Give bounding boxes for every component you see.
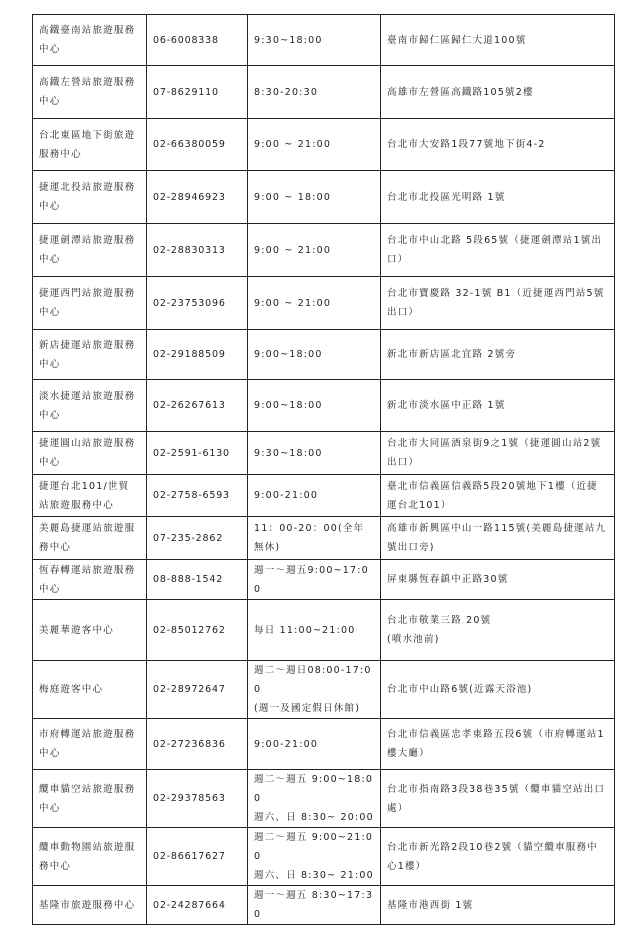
phone-cell-line: 07-8629110	[153, 86, 219, 98]
hours-cell-line: 9:00 ~ 21:00	[254, 139, 332, 150]
center-name-cell	[33, 432, 147, 475]
address-cell-line: (噴水池前)	[387, 634, 440, 645]
document-page	[32, 14, 614, 925]
address-cell	[381, 770, 615, 828]
hours-cell	[248, 119, 381, 171]
center-name-cell-line: 捷運台北101/世貿站旅遊服務中心	[39, 480, 130, 511]
address-cell	[381, 661, 615, 719]
address-cell	[381, 277, 615, 330]
phone-cell	[147, 886, 248, 925]
table-row	[33, 66, 615, 119]
phone-cell	[147, 15, 248, 66]
center-name-cell-line: 捷運劍潭站旅遊服務中心	[39, 235, 136, 265]
phone-cell	[147, 277, 248, 330]
address-cell-line: 台北市寶慶路 32-1號 B1（近捷運西門站5號出口）	[387, 288, 605, 318]
hours-cell-line: 週二～週日08:00-17:00	[254, 665, 372, 695]
phone-cell	[147, 661, 248, 719]
phone-cell-line: 02-86617627	[153, 851, 226, 862]
address-cell	[381, 600, 615, 661]
center-name-cell	[33, 560, 147, 600]
address-cell-line: 台北市信義區忠孝東路五段6號（市府轉運站1樓大廳）	[387, 729, 605, 759]
table-row	[33, 380, 615, 432]
hours-cell-line: 9:30~18:00	[254, 447, 323, 459]
table-row	[33, 600, 615, 661]
address-cell	[381, 886, 615, 925]
center-name-cell-line: 纜車動物園站旅遊服務中心	[39, 841, 136, 872]
hours-cell	[248, 828, 381, 886]
center-name-cell-line: 高鐵臺南站旅遊服務中心	[39, 25, 136, 55]
phone-cell	[147, 770, 248, 828]
phone-cell-line: 08-888-1542	[153, 574, 224, 585]
address-cell-line: 台北市新光路2段10巷2號（貓空纜車服務中心1樓）	[387, 841, 598, 872]
center-name-cell	[33, 661, 147, 719]
phone-cell-line: 02-29378563	[153, 793, 226, 804]
center-name-cell	[33, 600, 147, 661]
hours-cell	[248, 661, 381, 719]
address-cell	[381, 330, 615, 380]
hours-cell-line: 9:00~18:00	[254, 400, 323, 411]
phone-cell	[147, 66, 248, 119]
hours-cell-line: 9:30~18:00	[254, 34, 323, 46]
phone-cell	[147, 380, 248, 432]
hours-cell-line: 每日 11:00~21:00	[254, 624, 356, 636]
hours-cell	[248, 517, 381, 560]
center-name-cell-line: 梅庭遊客中心	[39, 684, 104, 695]
hours-cell-line: 9:00 ~ 18:00	[254, 191, 332, 203]
table-row	[33, 277, 615, 330]
table-row	[33, 171, 615, 224]
center-name-cell-line: 淡水捷運站旅遊服務中心	[39, 390, 136, 421]
center-name-cell	[33, 224, 147, 277]
address-cell	[381, 432, 615, 475]
phone-cell	[147, 600, 248, 661]
hours-cell	[248, 886, 381, 925]
hours-cell	[248, 600, 381, 661]
phone-cell-line: 02-28946923	[153, 191, 226, 203]
hours-cell-line: 9:00~18:00	[254, 349, 323, 360]
hours-cell	[248, 560, 381, 600]
table-row	[33, 330, 615, 380]
phone-cell-line: 02-27236836	[153, 738, 226, 750]
hours-cell	[248, 475, 381, 517]
table-row	[33, 770, 615, 828]
phone-cell-line: 07-235-2862	[153, 532, 224, 544]
center-name-cell-line: 基隆市旅遊服務中心	[39, 899, 136, 911]
hours-cell	[248, 277, 381, 330]
address-cell-line: 台北市指南路3段38巷35號（纜車貓空站出口處）	[387, 783, 606, 814]
phone-cell	[147, 828, 248, 886]
center-name-cell	[33, 828, 147, 886]
address-cell-line: 台北市中山北路 5段65號（捷運劍潭站1號出口）	[387, 235, 603, 265]
center-name-cell-line: 美麗島捷運站旅遊服務中心	[39, 523, 136, 553]
address-cell-line: 台北市中山路6號(近露天浴池)	[387, 684, 533, 695]
phone-cell-line: 06-6008338	[153, 34, 219, 46]
center-name-cell	[33, 330, 147, 380]
hours-cell	[248, 432, 381, 475]
address-cell-line: 高雄市左營區高鐵路105號2樓	[387, 86, 534, 98]
address-cell	[381, 119, 615, 171]
phone-cell	[147, 224, 248, 277]
hours-cell-line: 9:00-21:00	[254, 490, 319, 501]
center-name-cell	[33, 475, 147, 517]
center-name-cell-line: 美麗華遊客中心	[39, 624, 114, 636]
address-cell-line: 台北市敬業三路 20號	[387, 615, 492, 626]
table-row	[33, 719, 615, 770]
address-cell	[381, 15, 615, 66]
center-name-cell	[33, 277, 147, 330]
hours-cell	[248, 719, 381, 770]
table-row	[33, 119, 615, 171]
phone-cell	[147, 171, 248, 224]
address-cell-line: 新北市淡水區中正路 1號	[387, 400, 506, 411]
phone-cell-line: 02-28972647	[153, 684, 226, 695]
table-row	[33, 828, 615, 886]
phone-cell	[147, 432, 248, 475]
center-name-cell-line: 恆春轉運站旅遊服務中心	[39, 564, 136, 595]
center-name-cell	[33, 171, 147, 224]
hours-cell-line: 11：00-20：00(全年無休)	[254, 523, 365, 553]
phone-cell-line: 02-85012762	[153, 624, 226, 636]
hours-cell-line: 週二～週五 9:00~21:00	[254, 832, 374, 862]
phone-cell-line: 02-2758-6593	[153, 490, 230, 501]
address-cell-line: 台北市大安路1段77號地下街4-2	[387, 139, 546, 150]
address-cell	[381, 828, 615, 886]
address-cell	[381, 224, 615, 277]
center-name-cell	[33, 66, 147, 119]
hours-cell	[248, 380, 381, 432]
center-name-cell-line: 捷運北投站旅遊服務中心	[39, 182, 136, 212]
address-cell-line: 臺南市歸仁區歸仁大道100號	[387, 34, 527, 46]
hours-cell	[248, 66, 381, 119]
table-body	[33, 15, 615, 925]
center-name-cell	[33, 119, 147, 171]
hours-cell-line: 週一～週五 8:30~17:30	[254, 890, 374, 920]
phone-cell	[147, 560, 248, 600]
address-cell	[381, 517, 615, 560]
center-name-cell	[33, 517, 147, 560]
hours-cell-line: 週一～週五9:00~17:00	[254, 564, 369, 595]
center-name-cell-line: 台北東區地下街旅遊服務中心	[39, 129, 136, 160]
table-row	[33, 560, 615, 600]
hours-cell-line: (週一及國定假日休館)	[254, 703, 361, 714]
table-row	[33, 15, 615, 66]
address-cell	[381, 560, 615, 600]
hours-cell	[248, 171, 381, 224]
phone-cell	[147, 517, 248, 560]
phone-cell	[147, 119, 248, 171]
hours-cell	[248, 330, 381, 380]
hours-cell	[248, 770, 381, 828]
center-name-cell-line: 捷運圓山站旅遊服務中心	[39, 438, 136, 468]
table-row	[33, 661, 615, 719]
phone-cell-line: 02-66380059	[153, 139, 226, 150]
hours-cell-line: 9:00 ~ 21:00	[254, 244, 332, 256]
address-cell-line: 新北市新店區北宜路 2號旁	[387, 349, 517, 360]
phone-cell-line: 02-29188509	[153, 349, 226, 360]
center-name-cell	[33, 380, 147, 432]
center-name-cell-line: 市府轉運站旅遊服務中心	[39, 729, 136, 759]
phone-cell-line: 02-23753096	[153, 297, 226, 309]
address-cell	[381, 171, 615, 224]
phone-cell	[147, 475, 248, 517]
phone-cell-line: 02-2591-6130	[153, 447, 230, 459]
table-row	[33, 224, 615, 277]
center-name-cell-line: 高鐵左營站旅遊服務中心	[39, 77, 136, 107]
table-row	[33, 432, 615, 475]
address-cell	[381, 380, 615, 432]
hours-cell-line: 週二～週五 9:00~18:00	[254, 774, 374, 804]
hours-cell-line: 週六、日 8:30~ 21:00	[254, 870, 374, 881]
hours-cell-line: 9:00-21:00	[254, 738, 319, 750]
phone-cell	[147, 719, 248, 770]
center-name-cell	[33, 15, 147, 66]
phone-cell-line: 02-28830313	[153, 244, 226, 256]
center-name-cell-line: 新店捷運站旅遊服務中心	[39, 339, 136, 370]
address-cell-line: 台北市北投區光明路 1號	[387, 191, 506, 203]
hours-cell-line: 9:00 ~ 21:00	[254, 297, 332, 309]
hours-cell-line: 週六、日 8:30~ 20:00	[254, 812, 374, 823]
table-row	[33, 886, 615, 925]
address-cell-line: 高雄市新興區中山一路115號(美麗島捷運站九號出口旁)	[387, 523, 607, 553]
hours-cell-line: 8:30-20:30	[254, 86, 319, 98]
address-cell	[381, 719, 615, 770]
phone-cell-line: 02-26267613	[153, 400, 226, 411]
table-row	[33, 517, 615, 560]
table-row	[33, 475, 615, 517]
center-name-cell	[33, 770, 147, 828]
hours-cell	[248, 224, 381, 277]
phone-cell	[147, 330, 248, 380]
center-name-cell	[33, 886, 147, 925]
address-cell-line: 臺北市信義區信義路5段20號地下1樓（近捷運台北101）	[387, 480, 598, 511]
center-name-cell-line: 捷運西門站旅遊服務中心	[39, 288, 136, 318]
hours-cell	[248, 15, 381, 66]
address-cell-line: 台北市大同區酒泉街9之1號（捷運圓山站2號出口）	[387, 438, 602, 468]
center-name-cell-line: 纜車貓空站旅遊服務中心	[39, 783, 136, 814]
address-cell-line: 基隆市港西街 1號	[387, 899, 474, 911]
visitor-center-table	[32, 14, 615, 925]
address-cell	[381, 475, 615, 517]
phone-cell-line: 02-24287664	[153, 899, 226, 911]
address-cell-line: 屏東縣恆春鎮中正路30號	[387, 574, 509, 585]
center-name-cell	[33, 719, 147, 770]
address-cell	[381, 66, 615, 119]
